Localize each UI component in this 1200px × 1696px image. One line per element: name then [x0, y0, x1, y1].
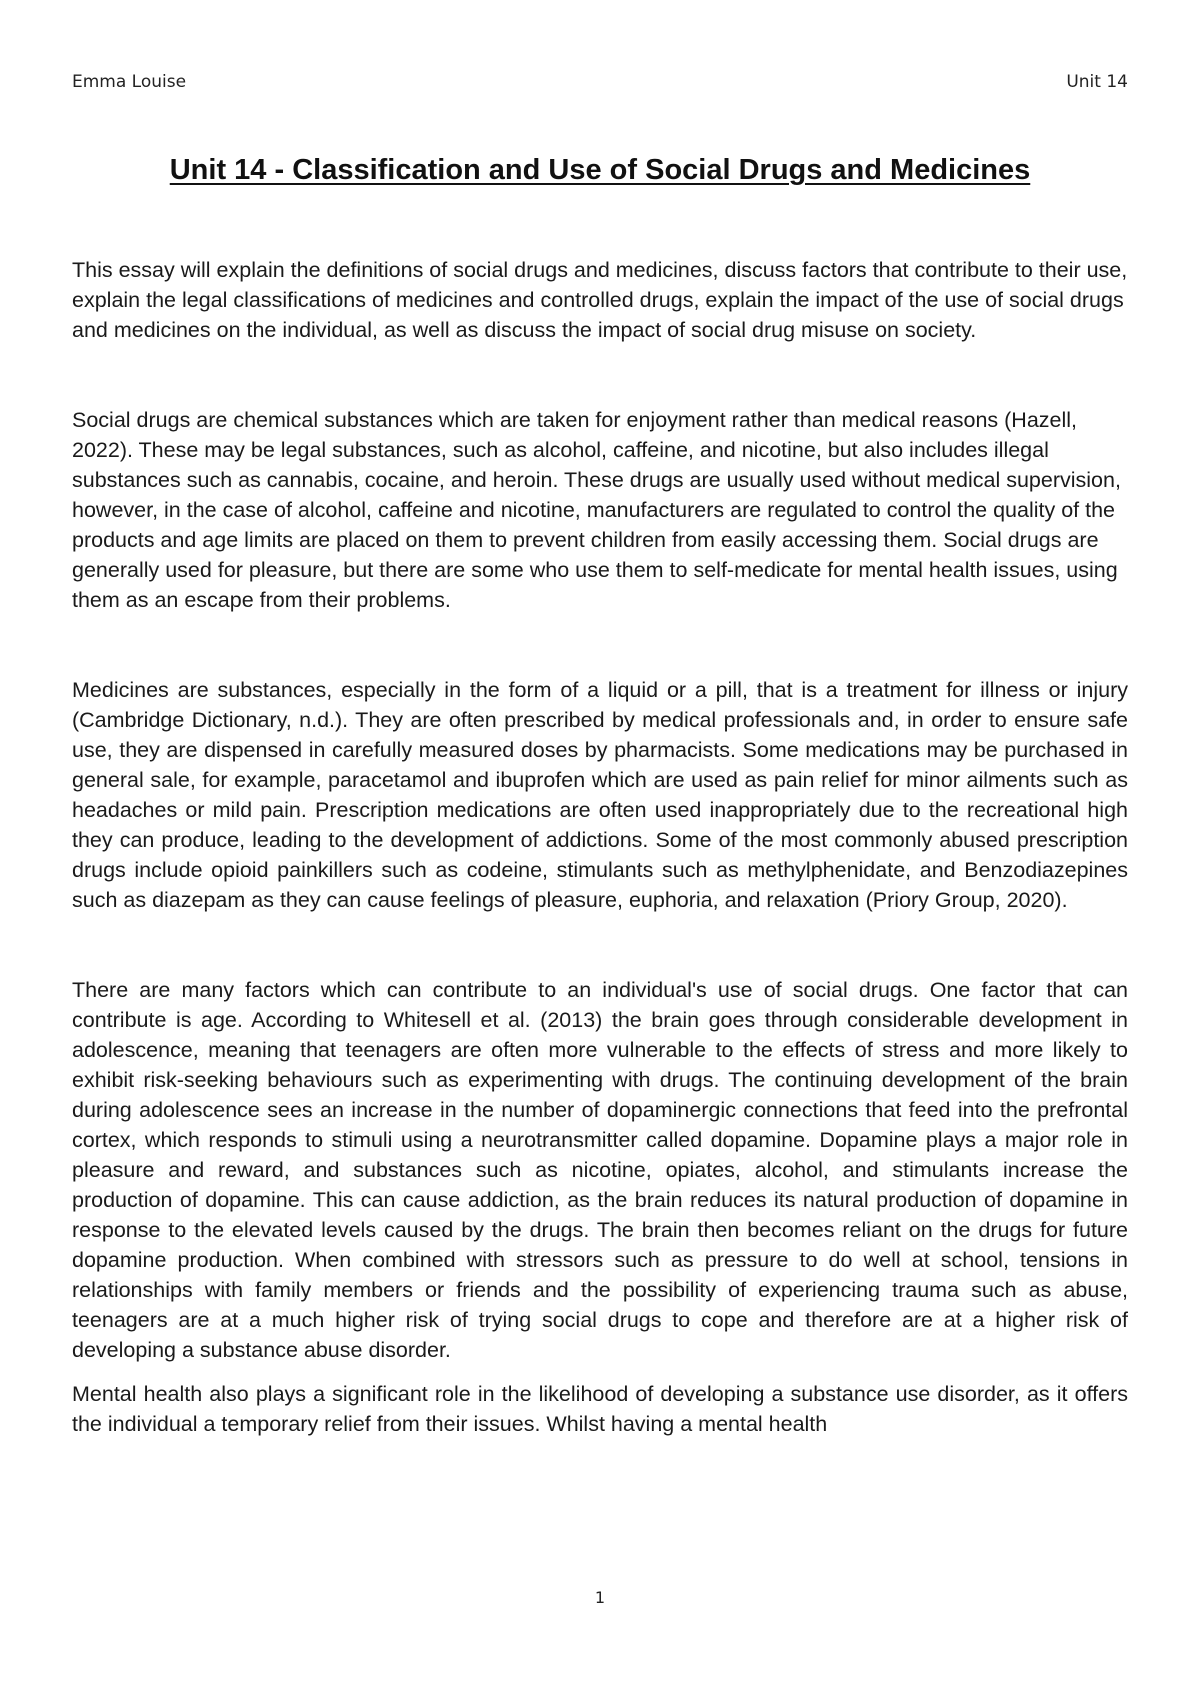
paragraph-mental-health: Mental health also plays a significant role in the likelihood of developing a substance use disorder, as it offers the individual a temporary relief from their issues. Whilst having a mental health — [72, 1382, 1128, 1436]
paragraph-introduction: This essay will explain the definitions of social drugs and medicines, discuss factors that contribute to their use, explain the legal classifications of medicines and controlled drugs, explain the impact of the use of social drugs and medicines on the individual, as well as discuss the impact of social drug misuse on society. — [72, 258, 1128, 342]
paragraph-medicines: Medicines are substances, especially in the form of a liquid or a pill, that is a treatment for illness or injury (Cambridge Dictionary, n.d.). They are often prescribed by medical professionals and, in order to ensure safe use, they are dispensed in carefully measured doses by pharmacists. Some medications may be purchased in general sale, for example, paracetamol and ibuprofen which are used as pain relief for minor ailments such as headaches or mild pain. Prescription medications are often used inappropriately due to the recreational high they can produce, leading to the development of addictions. Some of the most commonly abused prescription drugs include opioid painkillers such as codeine, stimulants such as methylphenidate, and Benzodiazepines such as diazepam as they can cause feelings of pleasure, euphoria, and relaxation (Priory Group, 2020). — [72, 678, 1128, 912]
header-unit: Unit 14 — [1066, 72, 1128, 92]
paragraph-factors: There are many factors which can contribute to an individual's use of social drugs. One factor that can contribute is age. According to Whitesell et al. (2013) the brain goes through considerable development in adolescence, meaning that teenagers are often more vulnerable to the effects of stress and more likely to exhibit risk-seeking behaviours such as experimenting with drugs. The continuing development of the brain during adolescence sees an increase in the number of dopaminergic connections that feed into the prefrontal cortex, which responds to stimuli using a neurotransmitter called dopamine. Dopamine plays a major role in pleasure and reward, and substances such as nicotine, opiates, alcohol, and stimulants increase the production of dopamine. This can cause addiction, as the brain reduces its natural production of dopamine in response to the elevated levels caused by the drugs. The brain then becomes reliant on the drugs for future dopamine production. When combined with stressors such as pressure to do well at school, tensions in relationships with family members or friends and the possibility of experiencing trauma such as abuse, teenagers are at a much higher risk of trying social drugs to cope and therefore are at a higher risk of developing a substance abuse disorder. — [72, 978, 1128, 1362]
page-number: 1 — [594, 1588, 606, 1607]
document-body — [72, 255, 1128, 1439]
document-title: Unit 14 - Classification and Use of Social Drugs and Medicines — [169, 154, 1031, 186]
page-header — [72, 72, 1128, 102]
header-author: Emma Louise — [72, 72, 187, 92]
paragraph-social-drugs: Social drugs are chemical substances which are taken for enjoyment rather than medical reasons (Hazell, 2022). These may be legal substances, such as alcohol, caffeine, and nicotine, but also includes illegal substances such as cannabis, cocaine, and heroin. These drugs are usually used without medical supervision, however, in the case of alcohol, caffeine and nicotine, manufacturers are regulated to control the quality of the products and age limits are placed on them to prevent children from easily accessing them. Social drugs are generally used for pleasure, but there are some who use them to self-medicate for mental health issues, using them as an escape from their problems. — [72, 408, 1121, 612]
